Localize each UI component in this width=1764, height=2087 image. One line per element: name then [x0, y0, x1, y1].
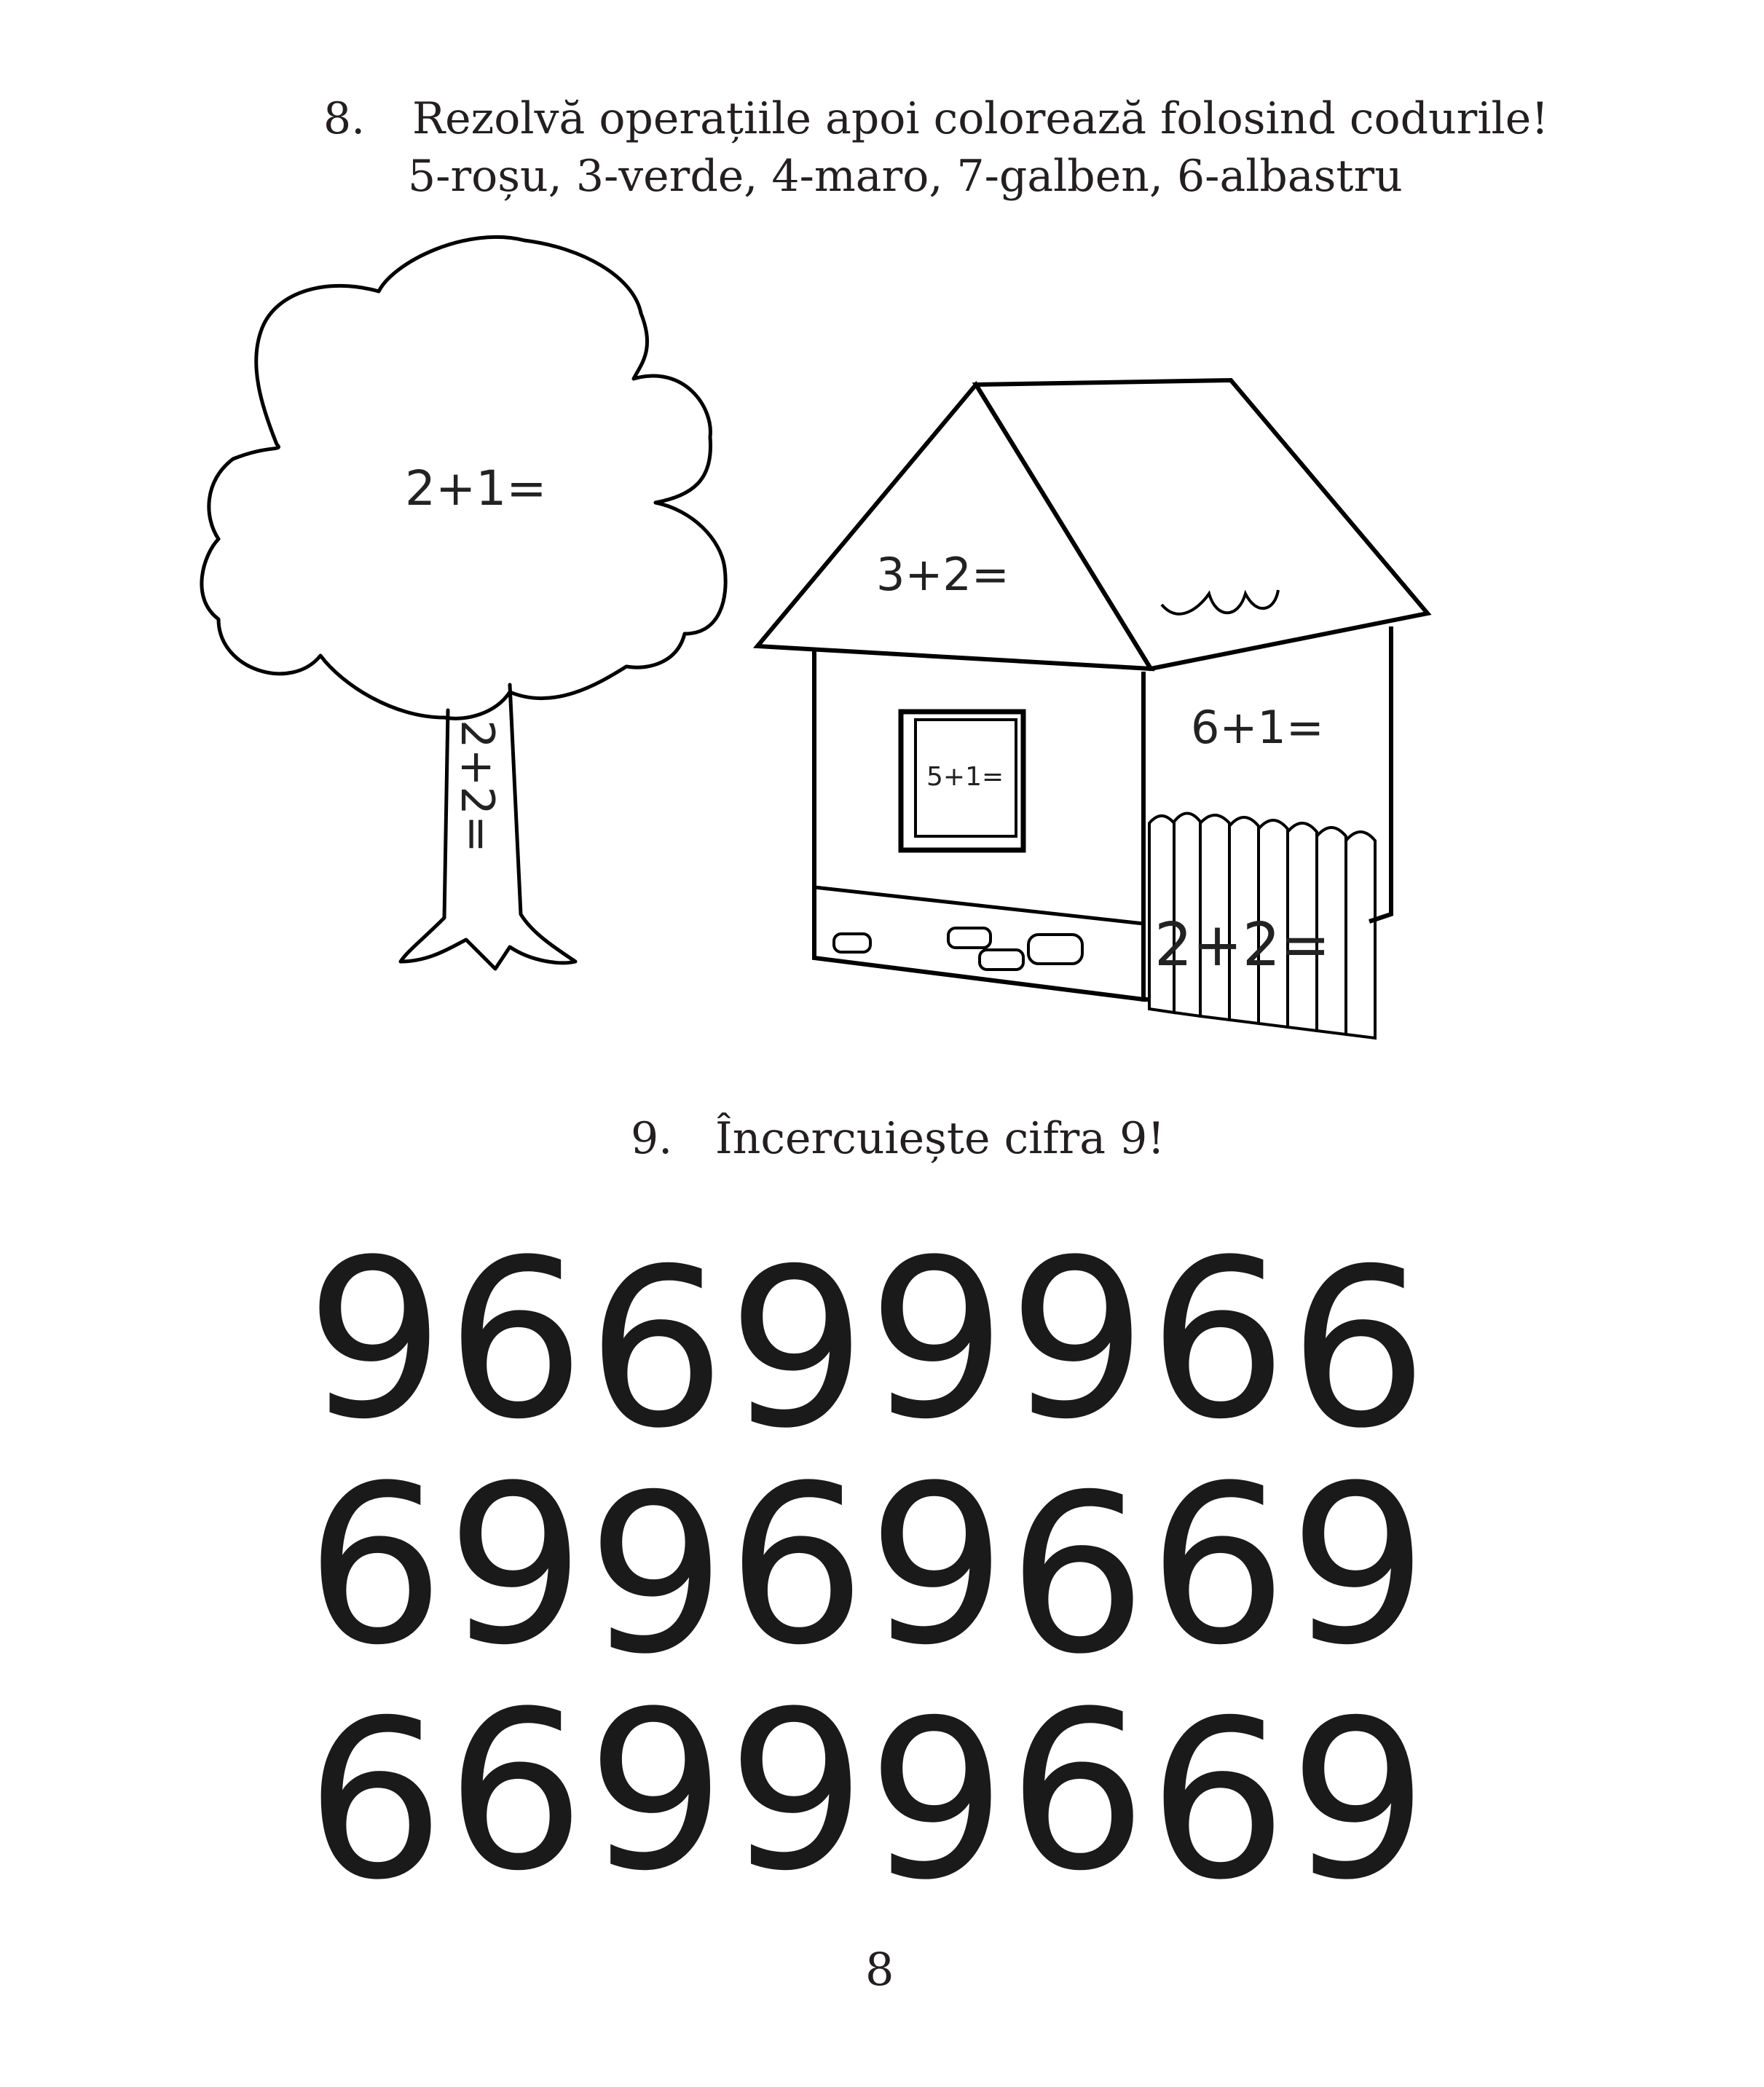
digit-glyph[interactable]: 6 — [1288, 1665, 1428, 1919]
tree-crown-equation: 2+1= — [405, 460, 547, 516]
digit-glyph[interactable]: 6 — [867, 1665, 1007, 1919]
digit-glyph[interactable]: 9 — [305, 1213, 445, 1467]
digit-glyph[interactable]: 6 — [1148, 1439, 1288, 1693]
digit-glyph[interactable]: 6 — [446, 1665, 586, 1919]
tree — [202, 237, 725, 969]
digit-row — [305, 1213, 1428, 1468]
tree-trunk-equation: 2+2= — [451, 720, 504, 853]
house-roof-equation: 3+2= — [876, 548, 1009, 601]
page-number: 8 — [865, 1943, 894, 1996]
task-8-number: 8. — [323, 93, 366, 144]
house-window-equation: 5+1= — [926, 762, 1004, 792]
digit-row — [305, 1665, 1428, 1919]
digit-glyph[interactable]: 9 — [1288, 1214, 1428, 1468]
digit-glyph[interactable]: 9 — [1288, 1439, 1428, 1693]
digit-grid — [305, 1213, 1428, 1919]
digit-glyph[interactable]: 9 — [867, 1213, 1007, 1467]
roof-tile-marks — [1162, 590, 1278, 614]
digit-glyph[interactable]: 6 — [1007, 1665, 1147, 1919]
digit-glyph[interactable]: 6 — [586, 1439, 726, 1694]
digit-glyph[interactable]: 6 — [727, 1439, 866, 1693]
house-roof-front — [757, 385, 1151, 669]
task-9-number: 9. — [631, 1113, 673, 1164]
digit-glyph[interactable]: 9 — [586, 1214, 726, 1468]
house-side-wall-equation: 6+1= — [1191, 701, 1324, 754]
digit-glyph[interactable]: 9 — [305, 1665, 445, 1919]
digit-row — [305, 1439, 1428, 1694]
house-plinth-line — [814, 887, 1143, 924]
digit-glyph[interactable]: 6 — [1148, 1213, 1288, 1467]
house-side-right — [1369, 626, 1391, 921]
digit-glyph[interactable]: 9 — [446, 1439, 586, 1693]
digit-glyph[interactable]: 6 — [446, 1213, 586, 1467]
digit-glyph[interactable]: 9 — [1007, 1213, 1147, 1467]
task-9-instruction: Încercuiește cifra 9! — [715, 1113, 1165, 1164]
coloring-illustration — [0, 219, 1764, 1056]
digit-glyph[interactable]: 9 — [1148, 1665, 1288, 1919]
house-roof-side — [976, 380, 1428, 669]
digit-glyph[interactable]: 9 — [867, 1439, 1007, 1693]
digit-glyph[interactable]: 9 — [727, 1665, 866, 1919]
fence-equation: 2+2= — [1154, 911, 1331, 980]
digit-glyph[interactable]: 6 — [727, 1214, 866, 1468]
digit-glyph[interactable]: 9 — [586, 1665, 726, 1919]
task-8-instruction: Rezolvă operațiile apoi colorează folosind codurile! — [412, 93, 1549, 144]
digit-glyph[interactable]: 6 — [305, 1439, 445, 1693]
color-codes: 5-roșu, 3-verde, 4-maro, 7-galben, 6-albastru — [408, 151, 1403, 202]
digit-glyph[interactable]: 9 — [1007, 1439, 1147, 1694]
